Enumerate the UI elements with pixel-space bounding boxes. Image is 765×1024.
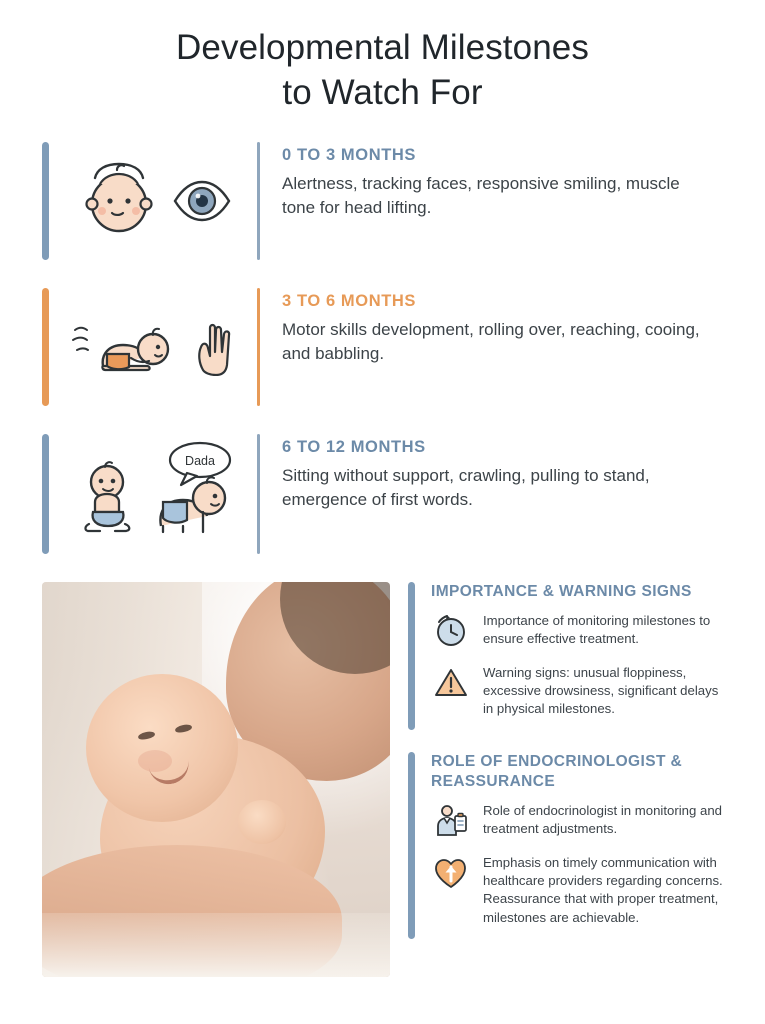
- milestone-text-3-to-6: [282, 288, 723, 406]
- milestone-label: 6 TO 12 MONTHS: [282, 437, 426, 456]
- panel-title: IMPORTANCE & WARNING SIGNS: [431, 582, 692, 600]
- milestone-divider-6-to-12: [257, 434, 260, 554]
- panel-item-text: Emphasis on timely communication with healthcare providers regarding concerns. Reassurance that with proper treatment, milestones are achievable.: [483, 854, 723, 925]
- milestones-list: [0, 142, 765, 554]
- panel-item-text: Role of endocrinologist in monitoring and treatment adjustments.: [483, 802, 722, 837]
- baby-tummy-time-icon: [69, 304, 189, 390]
- panel-item: [431, 611, 723, 651]
- clock-icon: [431, 611, 471, 651]
- milestone-icons-6-to-12: [49, 434, 257, 554]
- accent-bar-blue: [408, 582, 415, 731]
- eye-icon: [171, 170, 233, 232]
- baby-face-icon: [73, 160, 165, 242]
- page-title-line-1: Developmental Milestones: [176, 28, 589, 67]
- milestone-row-6-to-12-months: [42, 434, 723, 554]
- panel-title: ROLE OF ENDOCRINOLOGIST & REASSURANCE: [431, 753, 683, 790]
- milestone-divider-0-to-3: [257, 142, 260, 260]
- milestone-divider-3-to-6: [257, 288, 260, 406]
- panel-item-text: Importance of monitoring milestones to ensure effective treatment.: [483, 612, 711, 647]
- milestone-label: 3 TO 6 MONTHS: [282, 291, 417, 310]
- accent-bar-blue: [42, 142, 49, 260]
- doctor-with-clipboard-icon: [431, 801, 471, 841]
- page-title-line-2: to Watch For: [282, 72, 483, 112]
- speech-bubble-dada-icon: [167, 440, 233, 488]
- panel-item: [431, 853, 723, 927]
- milestone-icons-0-to-3: [49, 142, 257, 260]
- heart-with-arrow-icon: [431, 853, 471, 893]
- page-title: [0, 0, 765, 116]
- milestone-row-3-to-6-months: [42, 288, 723, 406]
- panel-role-of-endocrinologist-and-reassurance: [408, 752, 723, 938]
- accent-bar-blue: [408, 752, 415, 938]
- svg-text:Dada: Dada: [185, 453, 215, 468]
- panel-importance-and-warning-signs: [408, 582, 723, 731]
- milestone-row-0-to-3-months: [42, 142, 723, 260]
- milestone-text-6-to-12: [282, 434, 723, 554]
- milestone-description: Alertness, tracking faces, responsive smiling, muscle tone for head lifting.: [282, 173, 680, 217]
- baby-sitting-icon: [77, 446, 151, 542]
- panel-item: [431, 801, 723, 841]
- warning-triangle-icon: [431, 663, 471, 703]
- mother-holding-smiling-baby-photo: [42, 582, 390, 977]
- panel-item: [431, 663, 723, 719]
- bottom-section: [0, 582, 765, 977]
- accent-bar-blue: [42, 434, 49, 554]
- milestone-description: Motor skills development, rolling over, reaching, cooing, and babbling.: [282, 319, 700, 363]
- milestone-label: 0 TO 3 MONTHS: [282, 145, 417, 164]
- milestone-text-0-to-3: [282, 142, 723, 260]
- info-panels: [390, 582, 723, 977]
- panel-item-text: Warning signs: unusual floppiness, excessive drowsiness, significant delays in physical milestones.: [483, 664, 719, 717]
- milestone-icons-3-to-6: [49, 288, 257, 406]
- milestone-description: Sitting without support, crawling, pulling to stand, emergence of first words.: [282, 465, 650, 509]
- waving-hand-icon: [191, 318, 237, 376]
- accent-bar-orange: [42, 288, 49, 406]
